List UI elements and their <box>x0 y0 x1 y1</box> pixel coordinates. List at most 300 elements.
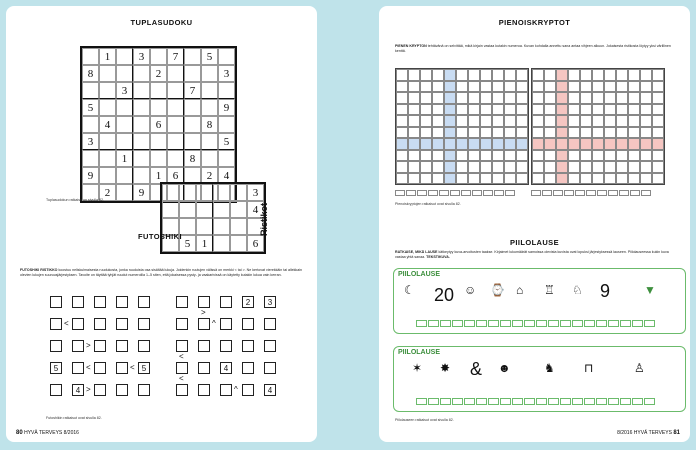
futoshiki-cell[interactable] <box>264 318 276 330</box>
krypto-cell[interactable] <box>516 115 528 127</box>
sudoku-cell[interactable] <box>218 116 235 133</box>
futoshiki-cell[interactable] <box>138 340 150 352</box>
krypto-cell[interactable] <box>396 161 408 173</box>
answer-box[interactable] <box>428 320 439 327</box>
futoshiki-cell[interactable] <box>50 318 62 330</box>
answer-box[interactable] <box>630 190 640 196</box>
krypto-cell[interactable] <box>652 138 664 150</box>
sudoku-cell[interactable] <box>213 235 230 252</box>
answer-box[interactable] <box>536 320 547 327</box>
sudoku-cell[interactable]: 4 <box>247 201 264 218</box>
sudoku-cell[interactable] <box>230 184 247 201</box>
krypto-cell[interactable] <box>516 104 528 116</box>
futoshiki-cell[interactable]: 4 <box>220 362 232 374</box>
krypto-cell[interactable] <box>640 173 652 185</box>
sudoku-cell[interactable] <box>201 65 218 82</box>
krypto-cell[interactable] <box>544 150 556 162</box>
krypto-cell[interactable] <box>604 138 616 150</box>
answer-box[interactable] <box>632 320 643 327</box>
sudoku-cell[interactable] <box>213 218 230 235</box>
sudoku-cell[interactable]: 7 <box>184 82 201 99</box>
answer-box[interactable] <box>542 190 552 196</box>
krypto-cell[interactable] <box>616 92 628 104</box>
futoshiki-cell[interactable] <box>176 384 188 396</box>
krypto-cell[interactable] <box>568 150 580 162</box>
answer-box[interactable] <box>472 190 482 196</box>
sudoku-cell[interactable]: 5 <box>179 235 196 252</box>
krypto-cell[interactable] <box>468 81 480 93</box>
krypto-cell[interactable] <box>432 150 444 162</box>
krypto-cell[interactable] <box>616 173 628 185</box>
futoshiki-cell[interactable] <box>50 340 62 352</box>
sudoku-cell[interactable]: 8 <box>201 116 218 133</box>
krypto-cell[interactable] <box>568 161 580 173</box>
answer-box[interactable] <box>548 320 559 327</box>
krypto-cell[interactable] <box>580 150 592 162</box>
krypto-cell[interactable] <box>432 104 444 116</box>
futoshiki-cell[interactable] <box>138 296 150 308</box>
krypto-cell[interactable] <box>420 69 432 81</box>
answer-box[interactable] <box>494 190 504 196</box>
krypto-cell[interactable] <box>556 161 568 173</box>
answer-box[interactable] <box>428 398 439 405</box>
sudoku-cell[interactable] <box>116 99 133 116</box>
sudoku-cell[interactable]: 5 <box>201 48 218 65</box>
sudoku-cell[interactable]: 6 <box>247 235 264 252</box>
futoshiki-cell[interactable] <box>94 384 106 396</box>
krypto-grid-2[interactable] <box>531 68 665 185</box>
krypto-cell[interactable] <box>456 115 468 127</box>
krypto-cell[interactable] <box>532 69 544 81</box>
krypto-cell[interactable] <box>568 92 580 104</box>
krypto-cell[interactable] <box>652 150 664 162</box>
krypto-cell[interactable] <box>628 161 640 173</box>
krypto-cell[interactable] <box>444 81 456 93</box>
sudoku-cell[interactable] <box>133 99 150 116</box>
sudoku-cell[interactable]: 5 <box>82 99 99 116</box>
krypto-cell[interactable] <box>492 127 504 139</box>
sudoku-cell[interactable] <box>150 82 167 99</box>
answer-box[interactable] <box>440 398 451 405</box>
futoshiki-cell[interactable] <box>94 340 106 352</box>
answer-box[interactable] <box>476 320 487 327</box>
answer-box[interactable] <box>536 398 547 405</box>
answer-box[interactable] <box>476 398 487 405</box>
krypto-cell[interactable] <box>432 81 444 93</box>
krypto-cell[interactable] <box>532 150 544 162</box>
krypto-cell[interactable] <box>580 173 592 185</box>
answer-box[interactable] <box>500 320 511 327</box>
krypto-cell[interactable] <box>396 81 408 93</box>
krypto-cell[interactable] <box>604 127 616 139</box>
krypto-cell[interactable] <box>420 127 432 139</box>
krypto-cell[interactable] <box>628 92 640 104</box>
krypto-cell[interactable] <box>652 127 664 139</box>
sudoku-cell[interactable] <box>99 167 116 184</box>
krypto-cell[interactable] <box>492 138 504 150</box>
futoshiki-cell[interactable] <box>116 296 128 308</box>
krypto-cell[interactable] <box>568 69 580 81</box>
krypto-cell[interactable] <box>616 150 628 162</box>
futoshiki-cell[interactable] <box>242 318 254 330</box>
sudoku-cell[interactable] <box>82 150 99 167</box>
futoshiki-cell[interactable] <box>72 296 84 308</box>
sudoku-cell[interactable] <box>201 82 218 99</box>
sudoku-cell[interactable]: 1 <box>116 150 133 167</box>
krypto-cell[interactable] <box>616 138 628 150</box>
sudoku-cell[interactable]: 1 <box>99 48 116 65</box>
krypto-cell[interactable] <box>628 138 640 150</box>
krypto-cell[interactable] <box>444 104 456 116</box>
krypto-cell[interactable] <box>580 92 592 104</box>
krypto-cell[interactable] <box>616 161 628 173</box>
answer-box[interactable] <box>586 190 596 196</box>
krypto-cell[interactable] <box>396 92 408 104</box>
sudoku-cell[interactable]: 1 <box>196 235 213 252</box>
answer-box[interactable] <box>575 190 585 196</box>
answer-box[interactable] <box>572 398 583 405</box>
futoshiki-cell[interactable] <box>116 384 128 396</box>
krypto-cell[interactable] <box>532 161 544 173</box>
futoshiki-cell[interactable] <box>220 384 232 396</box>
sudoku-cell[interactable] <box>99 82 116 99</box>
krypto-cell[interactable] <box>652 173 664 185</box>
krypto-cell[interactable] <box>544 104 556 116</box>
krypto-cell[interactable] <box>544 173 556 185</box>
krypto-cell[interactable] <box>492 161 504 173</box>
krypto-cell[interactable] <box>432 161 444 173</box>
krypto-cell[interactable] <box>504 161 516 173</box>
krypto-cell[interactable] <box>592 115 604 127</box>
krypto-cell[interactable] <box>640 127 652 139</box>
answer-box[interactable] <box>416 320 427 327</box>
krypto-cell[interactable] <box>432 115 444 127</box>
piilo-answer-row-1[interactable] <box>416 320 656 327</box>
answer-box[interactable] <box>450 190 460 196</box>
krypto-cell[interactable] <box>468 127 480 139</box>
sudoku-cell[interactable] <box>133 167 150 184</box>
answer-box[interactable] <box>417 190 427 196</box>
krypto-cell[interactable] <box>580 81 592 93</box>
sudoku-cell[interactable] <box>116 167 133 184</box>
sudoku-cell[interactable] <box>116 65 133 82</box>
krypto-cell[interactable] <box>592 127 604 139</box>
krypto-cell[interactable] <box>544 92 556 104</box>
futoshiki-cell[interactable] <box>116 340 128 352</box>
answer-box[interactable] <box>440 320 451 327</box>
krypto-cell[interactable] <box>516 127 528 139</box>
krypto-cell[interactable] <box>456 127 468 139</box>
futoshiki-cell[interactable] <box>116 362 128 374</box>
answer-box[interactable] <box>524 320 535 327</box>
krypto-cell[interactable] <box>628 115 640 127</box>
answer-box[interactable] <box>596 320 607 327</box>
krypto-cell[interactable] <box>604 115 616 127</box>
sudoku-cell[interactable]: 1 <box>150 167 167 184</box>
futoshiki-cell[interactable]: 4 <box>264 384 276 396</box>
krypto-cell[interactable] <box>504 69 516 81</box>
krypto-cell[interactable] <box>604 81 616 93</box>
sudoku-cell[interactable]: 5 <box>218 133 235 150</box>
sudoku-cell[interactable] <box>167 99 184 116</box>
futoshiki-cell[interactable] <box>198 296 210 308</box>
krypto-cell[interactable] <box>492 150 504 162</box>
futoshiki-cell[interactable] <box>198 362 210 374</box>
krypto-cell[interactable] <box>652 92 664 104</box>
krypto-cell[interactable] <box>580 127 592 139</box>
krypto-cell[interactable] <box>640 150 652 162</box>
sudoku-cell[interactable] <box>184 116 201 133</box>
krypto-cell[interactable] <box>456 150 468 162</box>
futoshiki-cell[interactable] <box>72 340 84 352</box>
krypto-cell[interactable] <box>408 115 420 127</box>
krypto-cell[interactable] <box>532 127 544 139</box>
krypto-cell[interactable] <box>420 115 432 127</box>
answer-box[interactable] <box>608 398 619 405</box>
krypto-cell[interactable] <box>492 92 504 104</box>
sudoku-cell[interactable]: 6 <box>150 116 167 133</box>
krypto-cell[interactable] <box>628 81 640 93</box>
krypto-cell[interactable] <box>616 81 628 93</box>
sudoku-cell[interactable] <box>213 184 230 201</box>
krypto-cell[interactable] <box>616 127 628 139</box>
krypto-cell[interactable] <box>568 115 580 127</box>
futoshiki-cell[interactable] <box>176 340 188 352</box>
krypto-cell[interactable] <box>504 150 516 162</box>
krypto-cell[interactable] <box>580 104 592 116</box>
futoshiki-cell[interactable] <box>220 318 232 330</box>
answer-box[interactable] <box>524 398 535 405</box>
krypto-cell[interactable] <box>580 138 592 150</box>
krypto-cell[interactable] <box>592 173 604 185</box>
krypto-cell[interactable] <box>640 161 652 173</box>
sudoku-cell[interactable]: 2 <box>201 167 218 184</box>
answer-box[interactable] <box>461 190 471 196</box>
krypto-cell[interactable] <box>456 173 468 185</box>
krypto-cell[interactable] <box>420 81 432 93</box>
answer-box[interactable] <box>464 398 475 405</box>
krypto-cell[interactable] <box>408 127 420 139</box>
sudoku-cell[interactable] <box>196 184 213 201</box>
sudoku-cell[interactable] <box>162 201 179 218</box>
sudoku-cell[interactable]: 6 <box>167 167 184 184</box>
krypto-cell[interactable] <box>604 104 616 116</box>
krypto-cell[interactable] <box>516 161 528 173</box>
sudoku-cell[interactable]: 7 <box>167 48 184 65</box>
krypto-cell[interactable] <box>396 138 408 150</box>
answer-box[interactable] <box>560 398 571 405</box>
sudoku-cell[interactable] <box>196 201 213 218</box>
answer-box[interactable] <box>564 190 574 196</box>
futoshiki-cell[interactable]: 5 <box>50 362 62 374</box>
sudoku-cell[interactable] <box>184 65 201 82</box>
answer-box[interactable] <box>416 398 427 405</box>
futoshiki-cell[interactable] <box>198 340 210 352</box>
sudoku-cell[interactable] <box>201 150 218 167</box>
answer-box[interactable] <box>439 190 449 196</box>
sudoku-cell[interactable]: 2 <box>99 184 116 201</box>
krypto-cell[interactable] <box>556 127 568 139</box>
futoshiki-cell[interactable] <box>72 362 84 374</box>
krypto-cell[interactable] <box>408 92 420 104</box>
sudoku-cell[interactable]: 9 <box>218 99 235 116</box>
sudoku-cell[interactable] <box>201 133 218 150</box>
answer-box[interactable] <box>488 398 499 405</box>
krypto-cell[interactable] <box>604 150 616 162</box>
answer-box[interactable] <box>428 190 438 196</box>
futoshiki-cell[interactable] <box>72 318 84 330</box>
futoshiki-cell[interactable] <box>138 318 150 330</box>
krypto-cell[interactable] <box>492 69 504 81</box>
krypto-cell[interactable] <box>556 138 568 150</box>
krypto-cell[interactable] <box>468 173 480 185</box>
sudoku-cell[interactable] <box>213 201 230 218</box>
krypto-cell[interactable] <box>492 104 504 116</box>
krypto-cell[interactable] <box>444 173 456 185</box>
sudoku-cell[interactable] <box>167 133 184 150</box>
sudoku-cell[interactable] <box>150 99 167 116</box>
sudoku-cell[interactable] <box>167 116 184 133</box>
krypto-answer-row-2[interactable] <box>531 190 652 196</box>
answer-box[interactable] <box>584 320 595 327</box>
krypto-cell[interactable] <box>616 115 628 127</box>
sudoku-cell[interactable] <box>82 116 99 133</box>
krypto-cell[interactable] <box>652 81 664 93</box>
krypto-cell[interactable] <box>556 173 568 185</box>
krypto-cell[interactable] <box>468 92 480 104</box>
krypto-cell[interactable] <box>420 138 432 150</box>
krypto-cell[interactable] <box>556 81 568 93</box>
krypto-cell[interactable] <box>504 138 516 150</box>
krypto-cell[interactable] <box>592 138 604 150</box>
futoshiki-cell[interactable] <box>198 318 210 330</box>
krypto-cell[interactable] <box>628 173 640 185</box>
futoshiki-cell[interactable]: 5 <box>138 362 150 374</box>
krypto-cell[interactable] <box>420 150 432 162</box>
krypto-cell[interactable] <box>396 115 408 127</box>
krypto-cell[interactable] <box>604 69 616 81</box>
sudoku-cell[interactable]: 3 <box>116 82 133 99</box>
krypto-cell[interactable] <box>408 161 420 173</box>
sudoku-cell[interactable] <box>184 48 201 65</box>
sudoku-cell[interactable]: 3 <box>133 48 150 65</box>
krypto-cell[interactable] <box>408 150 420 162</box>
krypto-cell[interactable] <box>580 115 592 127</box>
answer-box[interactable] <box>553 190 563 196</box>
krypto-cell[interactable] <box>480 115 492 127</box>
krypto-cell[interactable] <box>616 104 628 116</box>
sudoku-cell[interactable] <box>133 133 150 150</box>
krypto-cell[interactable] <box>544 81 556 93</box>
krypto-cell[interactable] <box>544 161 556 173</box>
sudoku-cell[interactable]: 3 <box>82 133 99 150</box>
krypto-cell[interactable] <box>408 81 420 93</box>
krypto-cell[interactable] <box>420 92 432 104</box>
krypto-cell[interactable] <box>640 104 652 116</box>
krypto-cell[interactable] <box>544 115 556 127</box>
krypto-cell[interactable] <box>480 104 492 116</box>
sudoku-cell[interactable] <box>184 99 201 116</box>
answer-box[interactable] <box>483 190 493 196</box>
answer-box[interactable] <box>560 320 571 327</box>
futoshiki-cell[interactable] <box>176 296 188 308</box>
krypto-cell[interactable] <box>616 69 628 81</box>
krypto-cell[interactable] <box>640 81 652 93</box>
sudoku-cell[interactable] <box>116 133 133 150</box>
futoshiki-cell[interactable]: 3 <box>264 296 276 308</box>
krypto-cell[interactable] <box>556 115 568 127</box>
krypto-cell[interactable] <box>556 69 568 81</box>
krypto-cell[interactable] <box>640 115 652 127</box>
krypto-cell[interactable] <box>532 81 544 93</box>
krypto-cell[interactable] <box>516 138 528 150</box>
answer-box[interactable] <box>452 398 463 405</box>
sudoku-cell[interactable] <box>179 184 196 201</box>
answer-box[interactable] <box>452 320 463 327</box>
sudoku-cell[interactable] <box>201 99 218 116</box>
answer-box[interactable] <box>620 398 631 405</box>
answer-box[interactable] <box>632 398 643 405</box>
futoshiki-cell[interactable] <box>264 362 276 374</box>
sudoku-cell[interactable]: 8 <box>82 65 99 82</box>
sudoku-cell[interactable] <box>167 65 184 82</box>
krypto-cell[interactable] <box>444 127 456 139</box>
krypto-cell[interactable] <box>544 127 556 139</box>
answer-box[interactable] <box>608 320 619 327</box>
answer-box[interactable] <box>505 190 515 196</box>
krypto-cell[interactable] <box>604 173 616 185</box>
answer-box[interactable] <box>584 398 595 405</box>
krypto-cell[interactable] <box>628 127 640 139</box>
krypto-cell[interactable] <box>480 92 492 104</box>
krypto-cell[interactable] <box>556 92 568 104</box>
sudoku-cell[interactable] <box>133 82 150 99</box>
krypto-cell[interactable] <box>580 161 592 173</box>
answer-box[interactable] <box>572 320 583 327</box>
sudoku-cell[interactable]: 3 <box>218 65 235 82</box>
krypto-cell[interactable] <box>628 104 640 116</box>
futoshiki-cell[interactable] <box>264 340 276 352</box>
answer-box[interactable] <box>500 398 511 405</box>
krypto-cell[interactable] <box>480 173 492 185</box>
krypto-cell[interactable] <box>456 81 468 93</box>
krypto-cell[interactable] <box>420 173 432 185</box>
krypto-cell[interactable] <box>480 161 492 173</box>
sudoku-cell[interactable] <box>230 235 247 252</box>
krypto-cell[interactable] <box>568 138 580 150</box>
krypto-cell[interactable] <box>396 127 408 139</box>
krypto-cell[interactable] <box>568 81 580 93</box>
krypto-cell[interactable] <box>420 104 432 116</box>
answer-box[interactable] <box>597 190 607 196</box>
krypto-cell[interactable] <box>396 104 408 116</box>
futoshiki-cell[interactable] <box>198 384 210 396</box>
futoshiki-cell[interactable] <box>116 318 128 330</box>
krypto-cell[interactable] <box>432 69 444 81</box>
krypto-cell[interactable] <box>532 92 544 104</box>
futoshiki-cell[interactable] <box>242 340 254 352</box>
krypto-cell[interactable] <box>504 104 516 116</box>
sudoku-cell[interactable] <box>116 184 133 201</box>
krypto-cell[interactable] <box>480 81 492 93</box>
krypto-cell[interactable] <box>408 173 420 185</box>
sudoku-cell[interactable]: 9 <box>82 167 99 184</box>
sudoku-cell[interactable]: 3 <box>247 184 264 201</box>
sudoku-cell[interactable] <box>167 150 184 167</box>
krypto-answer-row-1[interactable] <box>395 190 516 196</box>
krypto-cell[interactable] <box>532 115 544 127</box>
sudoku-cell[interactable] <box>150 150 167 167</box>
